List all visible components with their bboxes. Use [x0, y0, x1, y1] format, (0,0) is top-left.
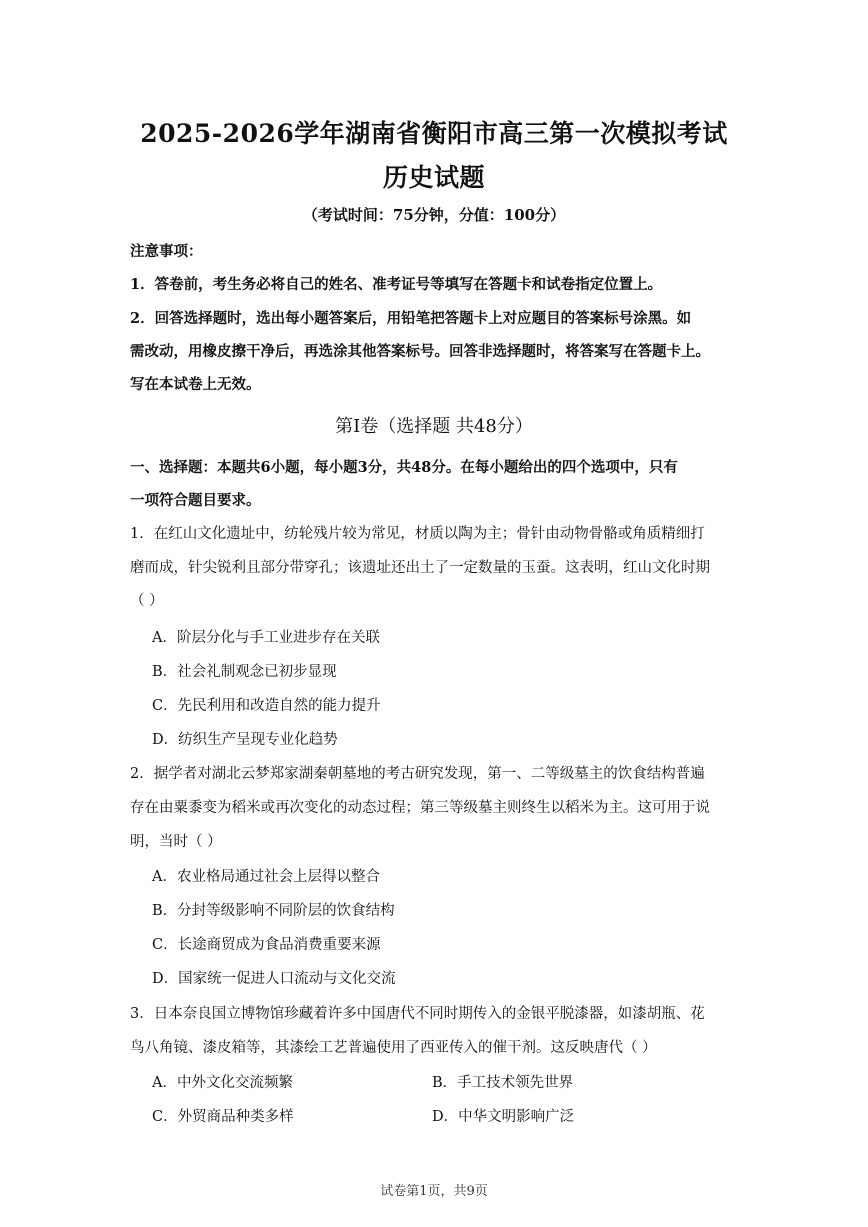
- question-2-stem-line-3: 明，当时（ ）: [130, 834, 222, 850]
- question-2-option-c: C．长途商贸成为食品消费重要来源: [152, 937, 381, 953]
- question-2-option-b: B．分封等级影响不同阶层的饮食结构: [152, 903, 395, 919]
- question-2-stem-line-2: 存在由粟黍变为稻米或再次变化的动态过程；第三等级墓主则终生以稻米为主。这可用于说: [130, 800, 710, 816]
- section-intro-line-1: 一、选择题：本题共6小题，每小题3分，共48分。在每小题给出的四个选项中，只有: [130, 459, 678, 476]
- question-1-option-d: D．纺织生产呈现专业化趋势: [152, 732, 338, 748]
- exam-meta: （考试时间：75分钟，分值：100分）: [302, 206, 566, 224]
- question-1-stem-line-1: 1．在红山文化遗址中，纺轮残片较为常见，材质以陶为主；骨针由动物骨骼或角质精细打: [130, 526, 705, 542]
- question-3-stem-line-2: 鸟八角镜、漆皮箱等，其漆绘工艺普遍使用了西亚传入的催干剂。这反映唐代（ ）: [130, 1040, 657, 1056]
- question-1-option-c: C．先民利用和改造自然的能力提升: [152, 698, 381, 714]
- notice-item-2-line-1: 2．回答选择题时，选出每小题答案后，用铅笔把答题卡上对应题目的答案标号涂黑。如: [130, 310, 692, 327]
- question-1-option-b: B．社会礼制观念已初步显现: [152, 664, 337, 680]
- question-2-option-a: A．农业格局通过社会上层得以整合: [152, 869, 380, 885]
- notice-item-2-line-2: 需改动，用橡皮擦干净后，再选涂其他答案标号。回答非选择题时，将答案写在答题卡上。: [130, 343, 710, 360]
- notice-item-1: 1．答卷前，考生务必将自己的姓名、准考证号等填写在答题卡和试卷指定位置上。: [130, 276, 663, 293]
- exam-subject-title: 历史试题: [382, 163, 485, 192]
- notice-heading: 注意事项：: [130, 243, 203, 260]
- section-intro-line-2: 一项符合题目要求。: [130, 492, 261, 509]
- question-1-option-a: A．阶层分化与手工业进步存在关联: [152, 630, 380, 646]
- section-title: 第Ⅰ卷（选择题 共48分）: [335, 416, 533, 437]
- notice-item-2-line-3: 写在本试卷上无效。: [130, 376, 261, 393]
- question-2-option-d: D．国家统一促进人口流动与文化交流: [152, 971, 396, 987]
- page-footer: 试卷第1页，共9页: [380, 1184, 488, 1199]
- question-2-stem-line-1: 2．据学者对湖北云梦郑家湖秦朝墓地的考古研究发现，第一、二等级墓主的饮食结构普遍: [130, 766, 705, 782]
- exam-title: 2025-2026学年湖南省衡阳市高三第一次模拟考试: [140, 119, 728, 148]
- question-3-stem-line-1: 3．日本奈良国立博物馆珍藏着许多中国唐代不同时期传入的金银平脱漆器，如漆胡瓶、花: [130, 1006, 705, 1022]
- question-3-option-a: A．中外文化交流频繁: [152, 1075, 293, 1091]
- question-3-option-c: C．外贸商品种类多样: [152, 1109, 294, 1125]
- question-3-option-b: B．手工技术领先世界: [432, 1075, 574, 1091]
- question-1-stem-line-2: 磨而成，针尖锐利且部分带穿孔；该遗址还出土了一定数量的玉蚕。这表明，红山文化时期: [130, 560, 710, 576]
- question-1-stem-line-3: （ ）: [130, 593, 164, 609]
- question-3-option-d: D．中华文明影响广泛: [432, 1109, 575, 1125]
